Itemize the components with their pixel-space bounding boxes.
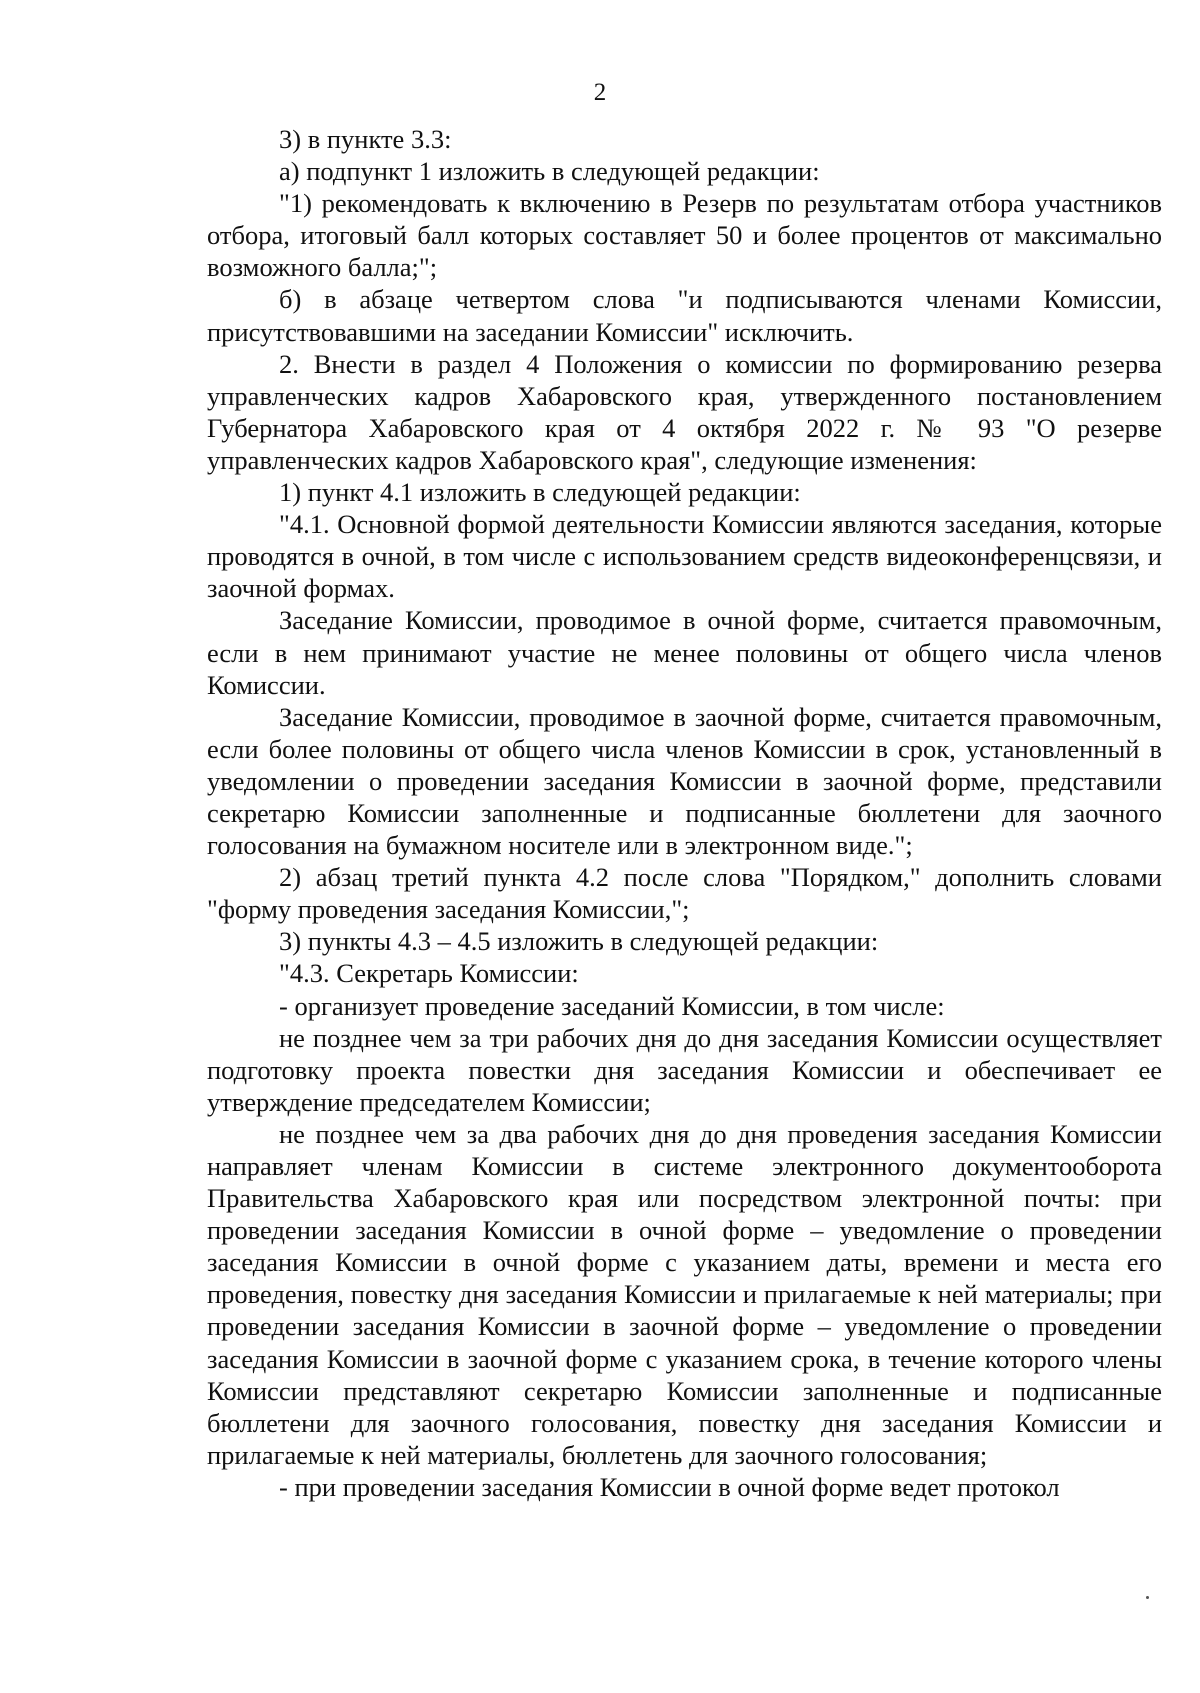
paragraph: 2. Внести в раздел 4 Положения о комиссии по формированию резерва управленческих кадров Хабаровского края, утвержденного постановлением Губернатора Хабаровского края от 4 октября 2022 г. № 93 "О резерве управленческих кадров Хабаровского края", следующие изменения: bbox=[207, 348, 1162, 475]
document-body bbox=[207, 123, 1162, 1503]
paragraph: - при проведении заседания Комиссии в очной форме ведет протокол bbox=[279, 1471, 1060, 1502]
paragraph: "4.3. Секретарь Комиссии: bbox=[279, 958, 579, 989]
paragraph: Заседание Комиссии, проводимое в очной форме, считается правомочным, если в нем принимают участие не менее половины от общего числа членов Комиссии. bbox=[207, 605, 1162, 700]
paragraph: Заседание Комиссии, проводимое в заочной форме, считается правомочным, если более половины от общего числа членов Комиссии в срок, установленный в уведомлении о проведении заседания Комиссии в заочной форме, представили секретарю Комиссии заполненные и подписанные бюллетени для заочного голосования на бумажном носителе или в электронном виде."; bbox=[207, 701, 1162, 861]
paragraph: не позднее чем за три рабочих дня до дня заседания Комиссии осуществляет подготовку проекта повестки дня заседания Комиссии и обеспечивает ее утверждение председателем Комиссии; bbox=[207, 1022, 1162, 1117]
paragraph: б) в абзаце четвертом слова "и подписываются членами Комиссии, присутствовавшими на заседании Комиссии" исключить. bbox=[207, 284, 1162, 347]
paragraph: 3) в пункте 3.3: bbox=[279, 124, 452, 154]
paragraph: а) подпункт 1 изложить в следующей редакции: bbox=[279, 156, 820, 187]
paragraph: "4.1. Основной формой деятельности Комиссии являются заседания, которые проводятся в очной, в том числе с использованием средств видеоконференцсвязи, и заочной формах. bbox=[207, 509, 1162, 604]
page-number: 2 bbox=[593, 79, 607, 106]
paragraph: "1) рекомендовать к включению в Резерв по результатам отбора участников отбора, итоговый балл которых составляет 50 и более процентов от максимально возможного балла;"; bbox=[207, 188, 1162, 283]
paragraph: - организует проведение заседаний Комиссии, в том числе: bbox=[279, 990, 945, 1021]
scan-speck bbox=[1146, 1596, 1149, 1599]
paragraph: 3) пункты 4.3 – 4.5 изложить в следующей редакции: bbox=[279, 926, 879, 957]
paragraph: 2) абзац третий пункта 4.2 после слова "Порядком," дополнить словами "форму проведения заседания Комиссии,"; bbox=[207, 862, 1162, 925]
paragraph: 1) пункт 4.1 изложить в следующей редакции: bbox=[279, 477, 801, 508]
paragraph: не позднее чем за два рабочих дня до дня проведения заседания Комиссии направляет членам Комиссии в системе электронного документооборота Правительства Хабаровского края или посредством электронной почты: при проведении заседания Комиссии в очной форме – уведомление о проведении заседания Комиссии в очной форме с указанием даты, времени и места его проведения, повестку дня заседания Комиссии и прилагаемые к ней материалы; при проведении заседания Комиссии в заочной форме – уведомление о проведении заседания Комиссии в заочной форме с указанием срока, в течение которого члены Комиссии представляют секретарю Комиссии заполненные и подписанные бюллетени для заочного голосования, повестку дня заседания Комиссии и прилагаемые к ней материалы, бюллетень для заочного голосования; bbox=[207, 1118, 1162, 1470]
